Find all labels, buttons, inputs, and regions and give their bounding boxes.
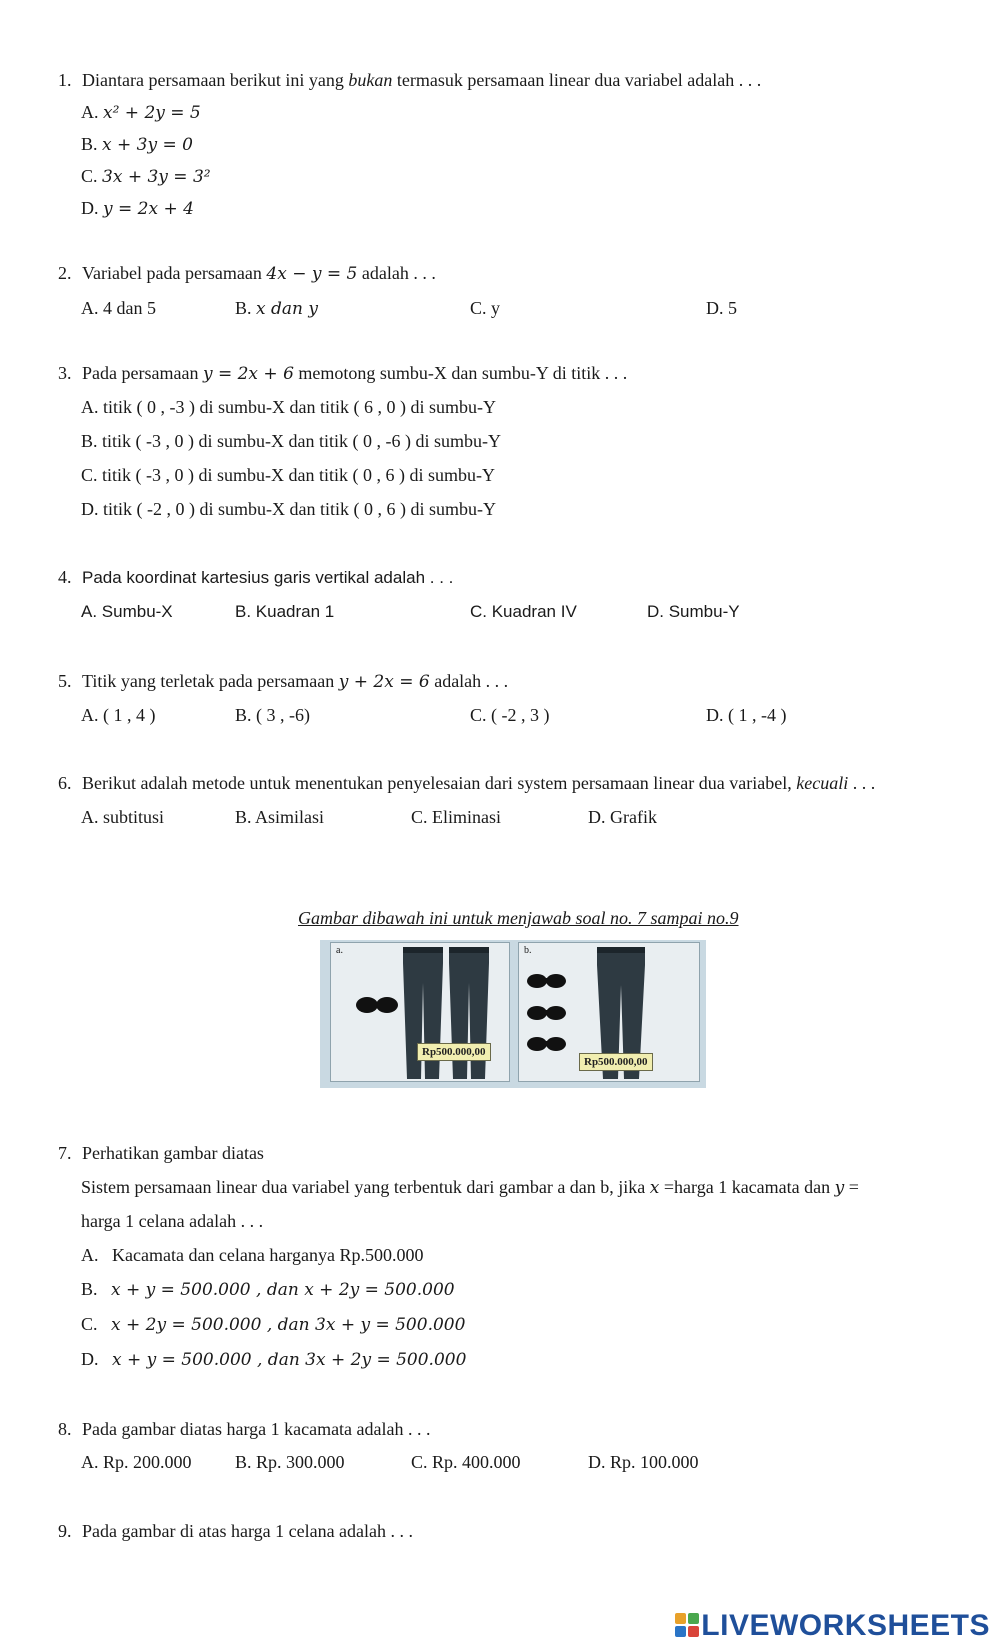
q6-option-a[interactable]: A. subtitusi (81, 807, 165, 827)
variable-x: x (649, 1178, 660, 1198)
liveworksheets-logo (675, 1609, 990, 1643)
q3-option-c[interactable]: C. titik ( -3 , 0 ) di sumbu-X dan titik ( 0 , 6 ) di sumbu-Y (81, 465, 495, 485)
q4-option-a[interactable]: A. Sumbu-X (81, 602, 173, 621)
question-7-line-2 (81, 1176, 859, 1199)
option-expression: x + 3y = 0 (102, 135, 193, 155)
option-expression: x + 2y = 500.000 , dan 3x + y = 500.000 (111, 1315, 466, 1335)
question-2 (58, 262, 436, 285)
q3-option-a[interactable]: A. titik ( 0 , -3 ) di sumbu-X dan titik ( 6 , 0 ) di sumbu-Y (81, 397, 496, 417)
question-text: Variabel pada persamaan (82, 263, 267, 283)
question-5 (58, 670, 508, 693)
q6-option-d[interactable]: D. Grafik (588, 807, 657, 827)
question-text: adalah . . . (429, 671, 509, 691)
q8-option-d[interactable]: D. Rp. 100.000 (588, 1452, 699, 1472)
q2-option-a[interactable]: A. 4 dan 5 (81, 298, 156, 318)
question-number: 1. (58, 70, 72, 90)
question-expression: y = 2x + 6 (202, 364, 294, 384)
option-label: B. (81, 1279, 98, 1299)
q8-option-a[interactable]: A. Rp. 200.000 (81, 1452, 192, 1472)
question-text: Titik yang terletak pada persamaan (82, 671, 339, 691)
q2-option-b[interactable] (235, 297, 318, 320)
question-text: =harga 1 kacamata dan (659, 1177, 835, 1197)
panel-a-label: a. (336, 945, 343, 956)
question-text: Pada gambar di atas harga 1 celana adalah . . . (82, 1521, 414, 1541)
question-text: Pada persamaan (82, 363, 203, 383)
question-text: adalah . . . (357, 263, 436, 283)
q7-option-b[interactable] (81, 1278, 455, 1301)
q1-option-c[interactable] (81, 165, 211, 188)
sunglasses-icon (527, 974, 566, 988)
option-label: A. (81, 102, 99, 122)
option-expression: x + y = 500.000 , dan 3x + 2y = 500.000 (112, 1350, 467, 1370)
question-8 (58, 1418, 431, 1440)
variable-y: y (834, 1178, 845, 1198)
option-expression: x dan y (256, 299, 318, 319)
question-text: Diantara persamaan berikut ini yang (82, 70, 349, 90)
q1-option-b[interactable] (81, 133, 193, 156)
liveworksheets-logo-icon (675, 1613, 699, 1637)
question-text: memotong sumbu-X dan sumbu-Y di titik . . . (293, 363, 628, 383)
question-number: 8. (58, 1419, 72, 1439)
figure-panel-a (330, 942, 510, 1082)
question-7 (58, 1142, 264, 1164)
price-tag-a: Rp500.000,00 (417, 1043, 491, 1061)
question-6 (58, 772, 875, 794)
q4-option-d[interactable]: D. Sumbu-Y (647, 602, 740, 621)
option-label: C. (81, 1314, 98, 1334)
question-number: 4. (58, 567, 72, 587)
q7-option-a[interactable] (81, 1244, 424, 1266)
q5-option-d[interactable]: D. ( 1 , -4 ) (706, 705, 787, 725)
q1-option-d[interactable] (81, 197, 194, 220)
q3-option-b[interactable]: B. titik ( -3 , 0 ) di sumbu-X dan titik ( 0 , -6 ) di sumbu-Y (81, 431, 501, 451)
q8-option-c[interactable]: C. Rp. 400.000 (411, 1452, 521, 1472)
question-text: . . . (848, 773, 876, 793)
question-7-line-3: harga 1 celana adalah . . . (81, 1211, 264, 1231)
question-4 (58, 566, 453, 589)
q2-option-c[interactable]: C. y (470, 298, 501, 318)
sunglasses-icon (527, 1037, 566, 1051)
question-number: 3. (58, 363, 72, 383)
question-3 (58, 362, 627, 385)
question-emphasis: bukan (348, 70, 393, 90)
logo-text: LIVEWORKSHEETS (701, 1609, 990, 1642)
price-figure-image (320, 940, 706, 1088)
q4-option-c[interactable]: C. Kuadran IV (470, 602, 577, 621)
option-text: Kacamata dan celana harganya Rp.500.000 (112, 1245, 424, 1265)
q5-option-b[interactable]: B. ( 3 , -6) (235, 705, 310, 725)
q1-option-a[interactable] (81, 101, 201, 124)
option-expression: x + y = 500.000 , dan x + 2y = 500.000 (111, 1280, 455, 1300)
q8-option-b[interactable]: B. Rp. 300.000 (235, 1452, 345, 1472)
option-expression: y = 2x + 4 (103, 199, 194, 219)
question-text: termasuk persamaan linear dua variabel adalah . . . (392, 70, 762, 90)
question-expression: y + 2x = 6 (338, 672, 430, 692)
question-text: Berikut adalah metode untuk menentukan penyelesaian dari system persamaan linear dua variabel, (82, 773, 797, 793)
option-expression: 3x + 3y = 3² (102, 167, 211, 187)
question-text: Sistem persamaan linear dua variabel yang terbentuk dari gambar a dan b, jika (81, 1177, 650, 1197)
question-number: 9. (58, 1521, 72, 1541)
q5-option-a[interactable]: A. ( 1 , 4 ) (81, 705, 156, 725)
q6-option-c[interactable]: C. Eliminasi (411, 807, 501, 827)
sunglasses-icon (356, 997, 398, 1013)
price-tag-b: Rp500.000,00 (579, 1053, 653, 1071)
option-label: D. (81, 198, 99, 218)
q6-option-b[interactable]: B. Asimilasi (235, 807, 325, 827)
figure-caption: Gambar dibawah ini untuk menjawab soal no. 7 sampai no.9 (298, 908, 739, 928)
question-number: 6. (58, 773, 72, 793)
question-9 (58, 1520, 413, 1542)
figure-panel-b (518, 942, 700, 1082)
question-number: 2. (58, 263, 72, 283)
question-number: 5. (58, 671, 72, 691)
panel-b-label: b. (524, 945, 532, 956)
q7-option-d[interactable] (81, 1348, 466, 1371)
option-label: A. (81, 1245, 99, 1265)
question-text: Pada gambar diatas harga 1 kacamata adalah . . . (82, 1419, 431, 1439)
q3-option-d[interactable]: D. titik ( -2 , 0 ) di sumbu-X dan titik ( 0 , 6 ) di sumbu-Y (81, 499, 496, 519)
q2-option-d[interactable]: D. 5 (706, 298, 737, 318)
question-emphasis: kecuali (796, 773, 849, 793)
sunglasses-icon (527, 1006, 566, 1020)
option-label: B. (235, 298, 257, 318)
question-text: = (844, 1177, 859, 1197)
question-1 (58, 69, 761, 91)
question-number: 7. (58, 1143, 72, 1163)
q7-option-c[interactable] (81, 1313, 465, 1336)
option-expression: x² + 2y = 5 (103, 103, 201, 123)
option-label: B. (81, 134, 98, 154)
question-text: Perhatikan gambar diatas (82, 1143, 264, 1163)
option-label: C. (81, 166, 98, 186)
question-expression: 4x − y = 5 (266, 264, 358, 284)
question-text: Pada koordinat kartesius garis vertikal adalah . . . (82, 568, 454, 587)
option-label: D. (81, 1349, 99, 1369)
q5-option-c[interactable]: C. ( -2 , 3 ) (470, 705, 550, 725)
q4-option-b[interactable]: B. Kuadran 1 (235, 602, 335, 621)
